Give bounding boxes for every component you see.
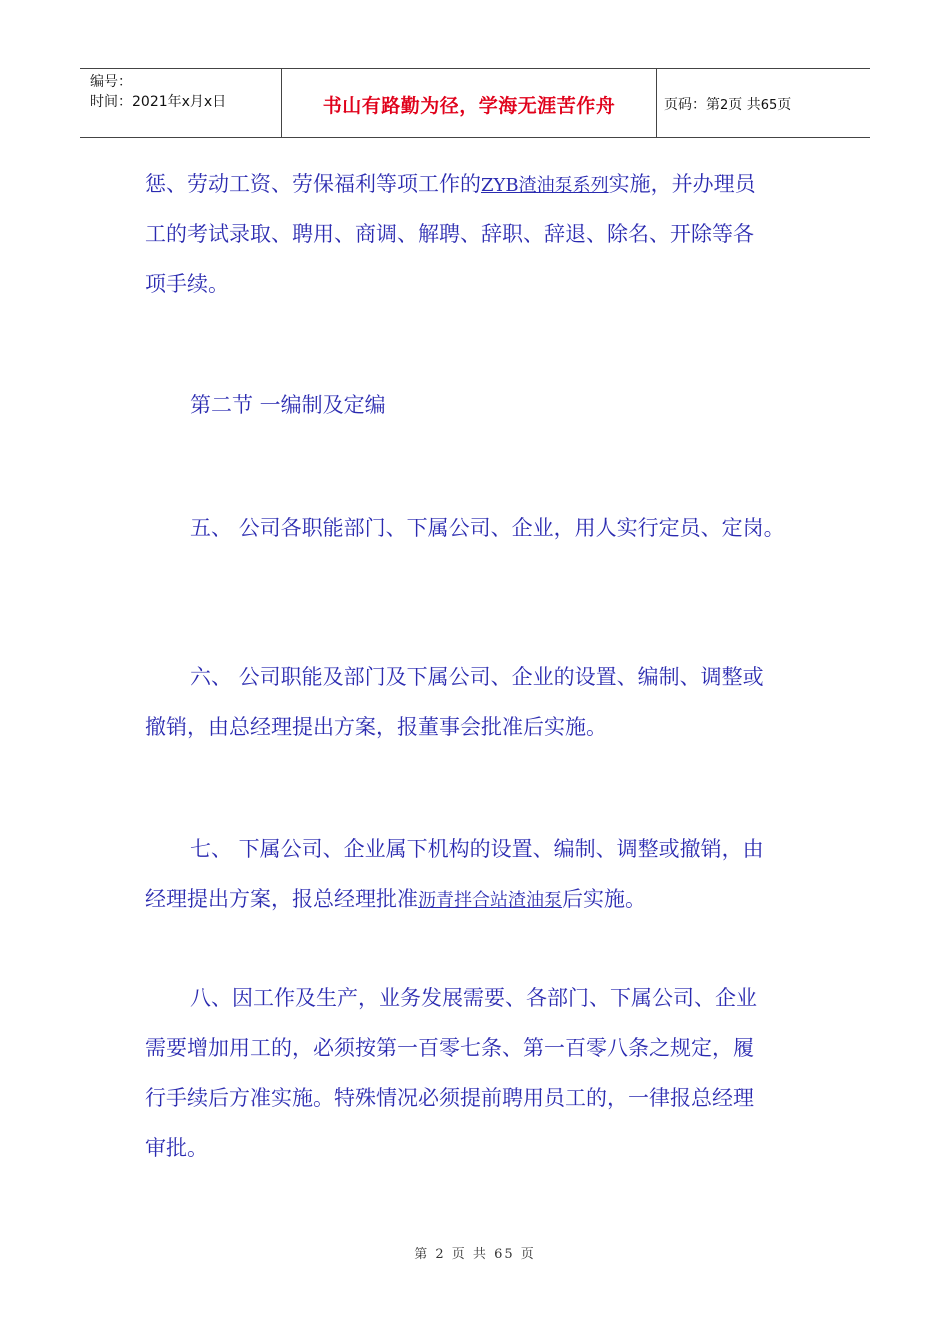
document-date: 时间：2021年x月x日 [90, 94, 227, 110]
article-seven: 七、 下属公司、企业属下机构的设置、编制、调整或撤销，由 经理提出方案，报总经理批准沥青拌合站渣油泵后实施。 [145, 837, 764, 911]
zyb-pump-link[interactable]: ZYB渣油泵系列 [481, 175, 609, 196]
header-motto: 书山有路勤为径，学海无涯苦作舟 [322, 95, 616, 117]
section-heading: 第二节 一编制及定编 [190, 393, 386, 417]
header-page-number: 页码：第2页 共65页 [664, 97, 792, 113]
page-footer: 第 2 页 共 65 页 [414, 1247, 536, 1262]
article-six: 六、 公司职能及部门及下属公司、企业的设置、编制、调整或 撤销，由总经理提出方案，报董事会批准后实施。 [145, 665, 764, 739]
article-eight: 八、因工作及生产，业务发展需要、各部门、下属公司、企业 需要增加用工的，必须按第一百零七条、第一百零八条之规定，履 行手续后方准实施。特殊情况必须提前聘用员工的，一律报总经理 审批。 [145, 986, 757, 1160]
article-five: 五、 公司各职能部门、下属公司、企业，用人实行定员、定岗。 [190, 516, 785, 540]
header-motto-cell [281, 69, 657, 137]
header-page-cell [656, 69, 870, 137]
paragraph-personnel-duties: 惩、劳动工资、劳保福利等项工作的ZYB渣油泵系列实施，并办理员 工的考试录取、聘用、商调、解聘、辞职、辞退、除名、开除等各 项手续。 [145, 172, 756, 296]
asphalt-pump-link[interactable]: 沥青拌合站渣油泵 [418, 890, 562, 911]
document-number-label: 编号： [90, 74, 132, 90]
header-info-cell [80, 69, 281, 137]
document-header [80, 68, 870, 138]
